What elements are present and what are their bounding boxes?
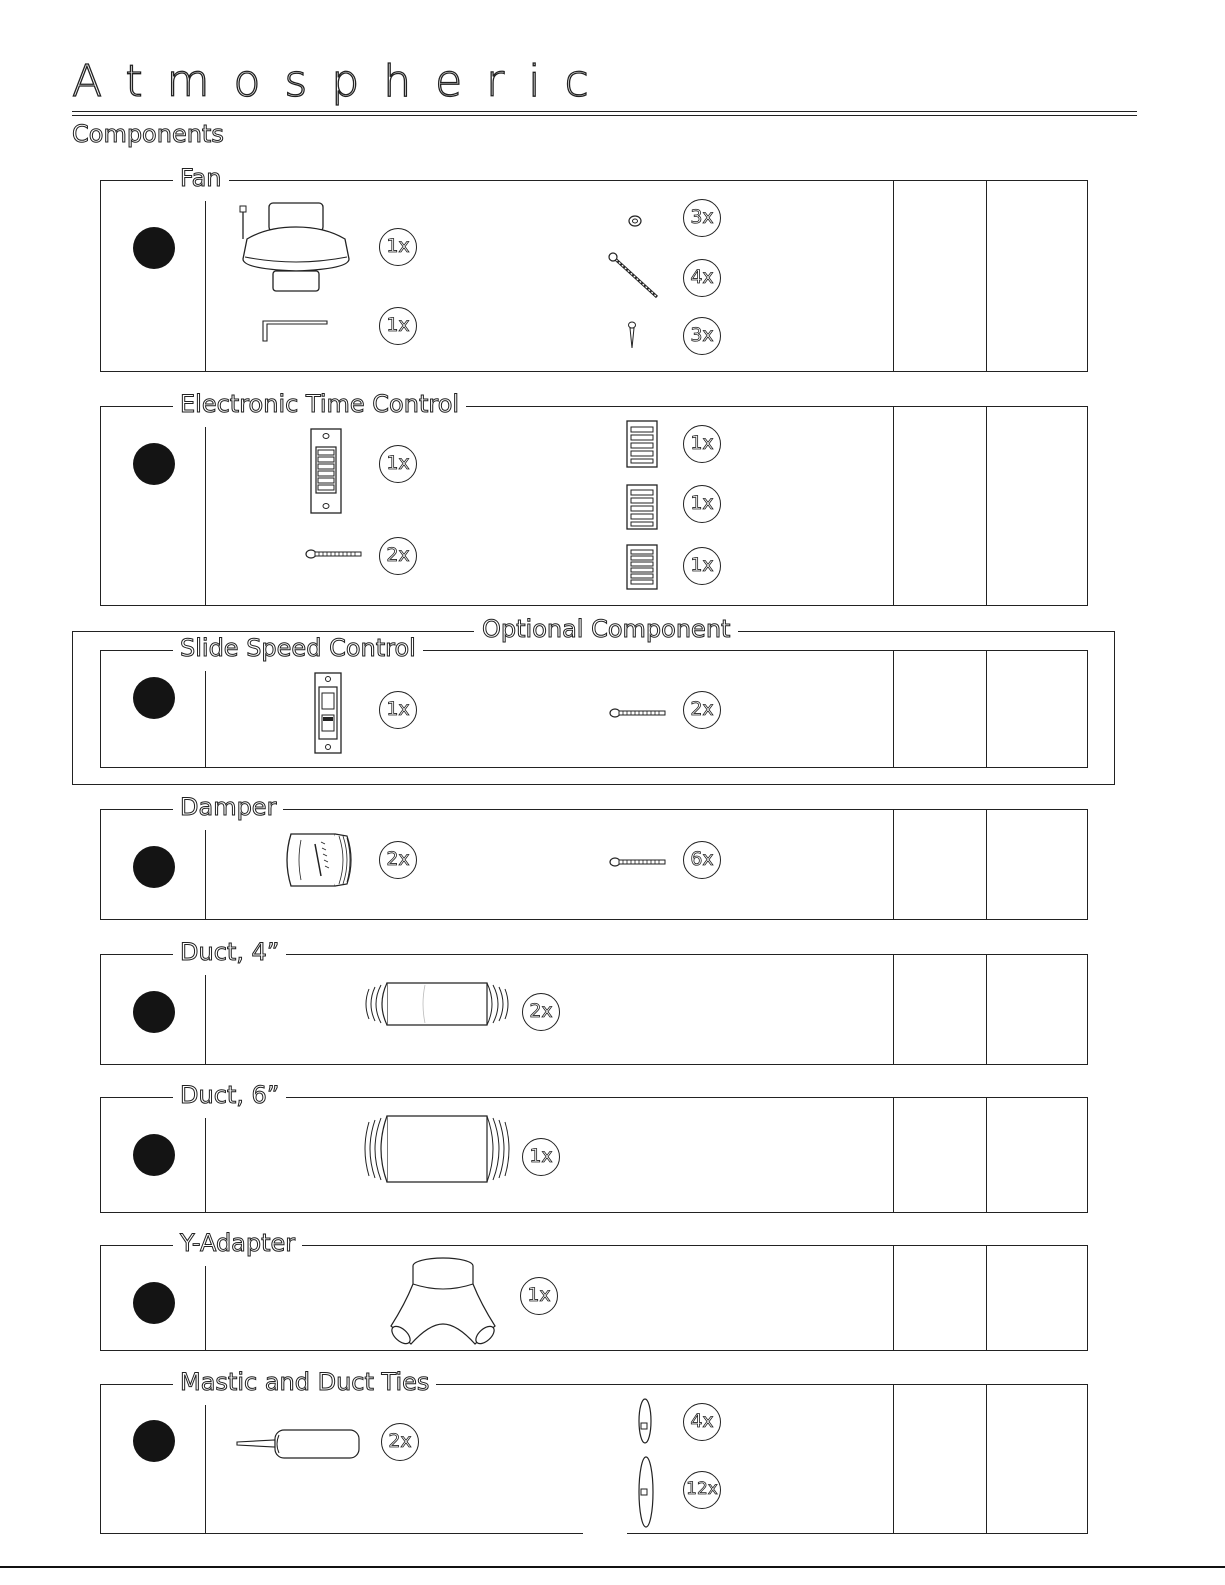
component-row-slide-speed-control [100, 634, 1088, 768]
check-column [893, 1098, 894, 1212]
check-column [893, 1385, 894, 1533]
quantity-badge: 1x [683, 425, 721, 463]
row-divider [205, 975, 206, 1064]
check-column [893, 955, 894, 1064]
quantity-badge: 2x [381, 1423, 419, 1461]
quantity-badge: 12x [683, 1471, 721, 1509]
row-title: Slide Speed Control [173, 633, 423, 663]
row-marker [133, 846, 175, 888]
quantity-badge: 1x [522, 1138, 560, 1176]
row-title: Damper [173, 792, 283, 822]
y-adapter-icon [385, 1254, 501, 1350]
quantity-badge: 1x [379, 445, 417, 483]
header-rule [72, 115, 1137, 116]
component-row-damper [100, 793, 1088, 920]
faceplate-icon [625, 419, 659, 469]
row-title: Mastic and Duct Ties [173, 1367, 436, 1397]
flexible-duct-icon [365, 1112, 511, 1186]
quantity-badge: 3x [683, 317, 721, 355]
large-duct-tie-icon [635, 1455, 657, 1529]
small-duct-tie-icon [635, 1397, 655, 1445]
quantity-badge: 1x [379, 691, 417, 729]
quantity-badge: 3x [683, 199, 721, 237]
timer-switch-icon [309, 427, 343, 515]
faceplate-icon [625, 543, 659, 591]
quantity-badge: 1x [379, 307, 417, 345]
mounting-screw-icon [609, 706, 669, 720]
row-title: Y-Adapter [173, 1228, 302, 1258]
row-title: Duct, 6” [173, 1080, 286, 1110]
quantity-badge: 2x [522, 993, 560, 1031]
flexible-duct-icon [365, 979, 511, 1029]
mounting-screw-icon [305, 547, 365, 561]
slide-switch-icon [313, 671, 343, 755]
quantity-badge: 6x [683, 841, 721, 879]
component-row-y-adapter [100, 1229, 1088, 1351]
component-row-electronic-time-control [100, 390, 1088, 606]
check-column [986, 1098, 987, 1212]
rubber-grommet-icon [627, 213, 643, 229]
check-column [893, 407, 894, 605]
row-divider [205, 201, 206, 371]
quantity-badge: 2x [683, 691, 721, 729]
check-column [893, 810, 894, 919]
component-row-mastic-and-duct-ties [100, 1368, 1088, 1534]
check-column [893, 181, 894, 371]
quantity-badge: 1x [683, 485, 721, 523]
row-marker [133, 443, 175, 485]
check-column [986, 1385, 987, 1533]
component-row-duct-4 [100, 938, 1088, 1065]
quantity-badge: 2x [379, 841, 417, 879]
check-column [986, 407, 987, 605]
damper-icon [281, 830, 361, 890]
check-column [986, 810, 987, 919]
quantity-badge: 1x [520, 1277, 558, 1315]
row-divider [205, 427, 206, 605]
row-divider [205, 830, 206, 919]
long-screw-icon [607, 251, 663, 301]
row-marker [133, 677, 175, 719]
optional-component-label: Optional Component [474, 614, 738, 644]
row-divider [205, 1405, 206, 1533]
hex-key-icon [261, 319, 331, 345]
check-column [986, 1246, 987, 1350]
row-title: Electronic Time Control [173, 389, 466, 419]
brand-title: Atmospheric [72, 56, 613, 107]
quantity-badge: 1x [683, 547, 721, 585]
row-border-gap [583, 1531, 627, 1537]
row-marker [133, 991, 175, 1033]
check-column [986, 955, 987, 1064]
check-column [986, 651, 987, 767]
check-column [893, 1246, 894, 1350]
row-divider [205, 671, 206, 767]
check-column [986, 181, 987, 371]
check-column [893, 651, 894, 767]
mastic-tube-icon [235, 1427, 363, 1461]
mounting-screw-icon [609, 855, 669, 869]
row-marker [133, 1282, 175, 1324]
row-title: Fan [173, 163, 229, 193]
faceplate-icon [625, 483, 659, 531]
page-bottom-rule [0, 1566, 1225, 1568]
quantity-badge: 2x [379, 537, 417, 575]
row-divider [205, 1118, 206, 1212]
row-marker [133, 1420, 175, 1462]
quantity-badge: 4x [683, 1403, 721, 1441]
component-row-duct-6 [100, 1081, 1088, 1213]
section-title: Components [72, 120, 224, 148]
inline-fan-icon [237, 199, 355, 297]
short-screw-icon [627, 321, 637, 351]
row-divider [205, 1266, 206, 1350]
row-marker [133, 1134, 175, 1176]
quantity-badge: 4x [683, 259, 721, 297]
row-marker [133, 227, 175, 269]
header-rule [72, 111, 1137, 112]
component-row-fan [100, 164, 1088, 372]
quantity-badge: 1x [379, 228, 417, 266]
row-title: Duct, 4” [173, 937, 286, 967]
